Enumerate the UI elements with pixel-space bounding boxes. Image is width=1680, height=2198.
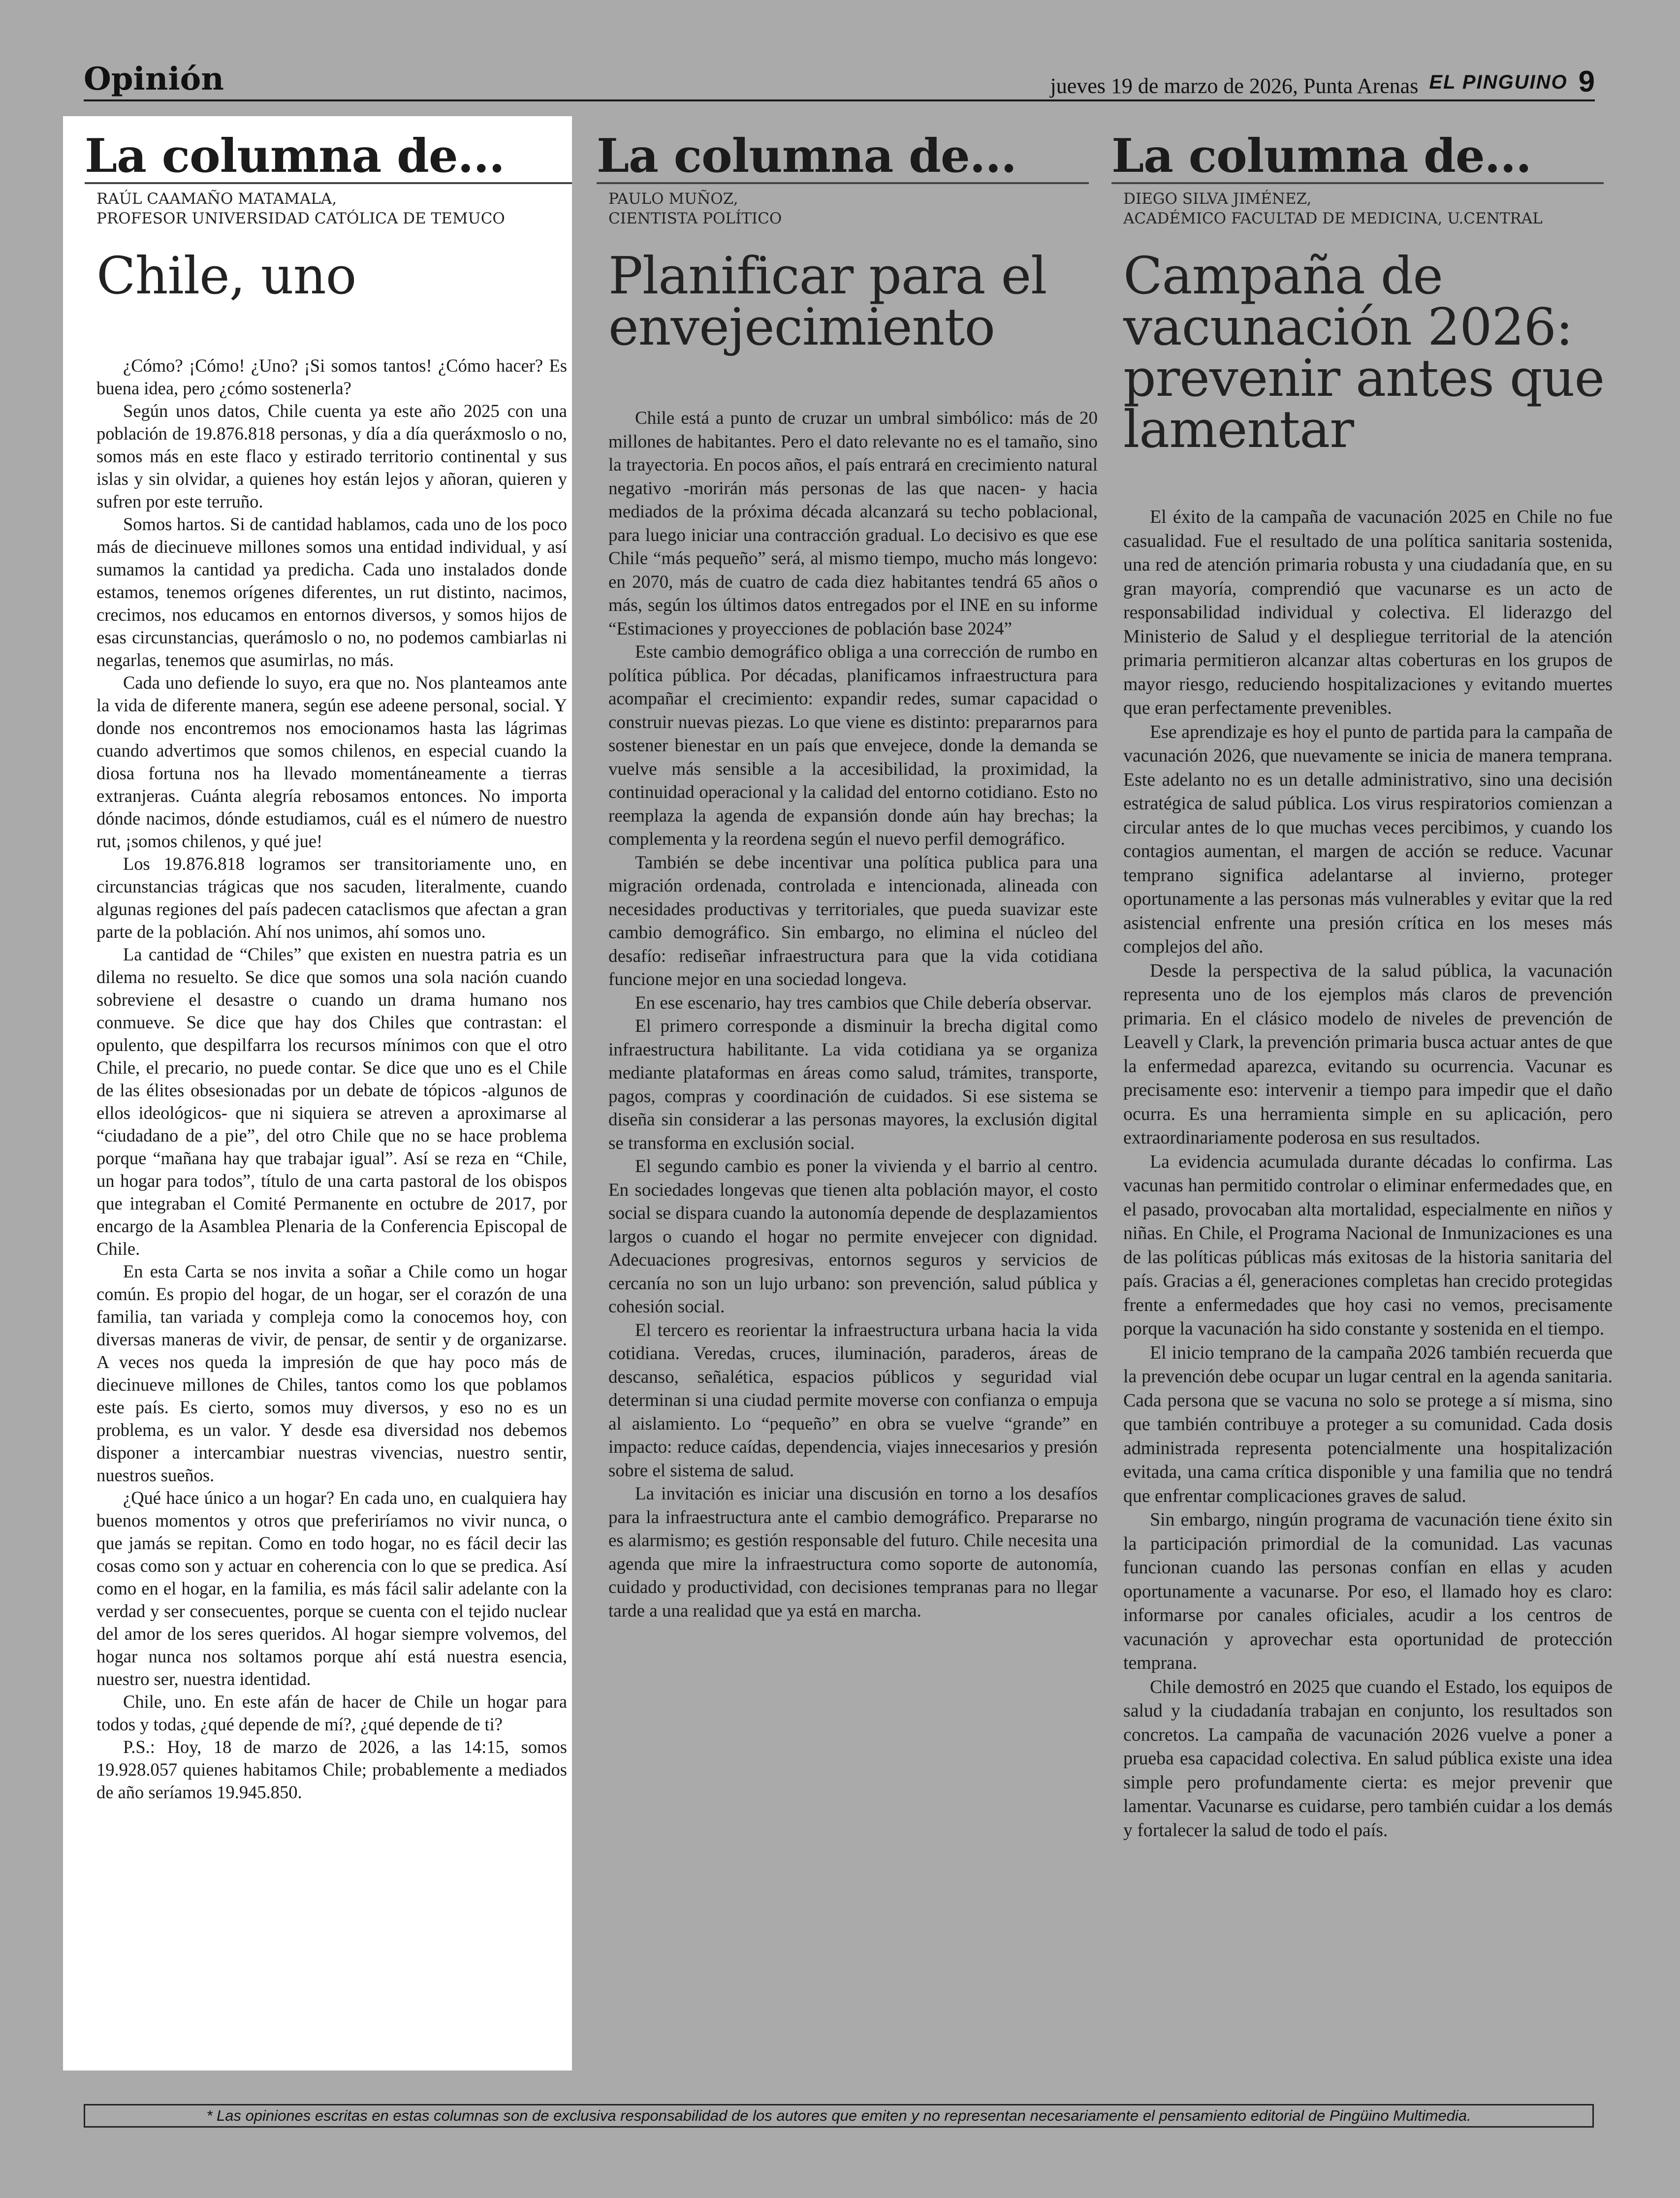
paragraph: El inicio temprano de la campaña 2026 también recuerda que la prevención debe ocupar un lugar central en la agenda sanitaria. Cada persona que se vacuna no solo se protege a sí misma, sino que también contribuye a proteger a su comunidad. Cada dosis administrada representa potencialmente una hospitalización evitada, una cama crítica disponible y una familia que no tendrá que enfrentar complicaciones graves de salud. bbox=[1123, 1342, 1613, 1506]
paragraph: Somos hartos. Si de cantidad hablamos, cada uno de los poco más de diecinueve millones somos una entidad individual, y así sumamos la cantidad ya predicha. Cada uno instalados donde estamos, tenemos orígenes diferentes, un rut distinto, nacimos, crecimos, nos educamos en entornos diversos, y somos hijos de esas circunstancias, querámoslo o no, no podemos cambiarlas ni negarlas, tenemos que asumirlas, no más. bbox=[96, 514, 567, 670]
paragraph: La cantidad de “Chiles” que existen en nuestra patria es un dilema no resuelto. Se dice que somos una sola nación cuando sobreviene el desastre o cuando un drama humano nos conmueve. Se dice que hay dos Chiles que contrastan: el opulento, que despilfarra los recursos mínimos con que el otro Chile, el precario, no puede contar. Se dice que uno es el Chile de las élites obsesionadas por un debate de tópicos -algunos de ellos ideológicos- que ni siquiera se atreven a aproximarse al “ciudadano de a pie”, del otro Chile que no se hace problema porque “mañana hay que trabajar igual”. Así se reza en “Chile, un hogar para todos”, título de una carta pastoral de los obispos que integraban el Comité Permanente en octubre de 2017, por encargo de la Asamblea Plenaria de la Conferencia Episcopal de Chile. bbox=[96, 944, 567, 1259]
author-byline bbox=[1111, 189, 1617, 228]
section-title: Opinión bbox=[84, 61, 224, 97]
paragraph: Según unos datos, Chile cuenta ya este año 2025 con una población de 19.876.818 personas, y día a día queráxmoslo o no, somos más en este flaco y estirado territorio continental y sus islas y sin olvidar, a quienes hoy están lejos y añoran, quieren y sufren por este terruño. bbox=[96, 401, 567, 511]
paragraph: Chile está a punto de cruzar un umbral simbólico: más de 20 millones de habitantes. Pero el dato relevante no es el tamaño, sino la trayectoria. En pocos años, el país entrará en crecimiento natural negativo -morirán más personas de las que nacen- y hacia mediados de la próxima década alcanzará su techo poblacional, para luego iniciar una contracción gradual. Lo decisivo es que ese Chile “más pequeño” será, al mismo tiempo, mucho más longevo: en 2070, más de cuatro de cada diez habitantes tendrá 65 años o más, según los últimos datos entregados por el INE en su informe “Estimaciones y proyecciones de población base 2024” bbox=[608, 408, 1098, 639]
author-role: PROFESOR UNIVERSIDAD CATÓLICA DE TEMUCO bbox=[96, 210, 505, 227]
author-name: RAÚL CAAMAÑO MATAMALA, bbox=[96, 190, 337, 208]
paragraph: La invitación es iniciar una discusión en torno a los desafíos para la infraestructura ante el cambio demográfico. Prepararse no es alarmismo; es gestión responsable del futuro. Chile necesita una agenda que mire la infraestructura como soporte de autonomía, cuidado y productividad, con decisiones tempranas para no llegar tarde a una realidad que ya está en marcha. bbox=[608, 1484, 1098, 1621]
newspaper-logo bbox=[1050, 64, 1595, 98]
author-role: CIENTISTA POLÍTICO bbox=[608, 210, 782, 227]
paragraph: ¿Cómo? ¡Cómo! ¿Uno? ¡Si somos tantos! ¿Cómo hacer? Es buena idea, pero ¿cómo sostenerla? bbox=[96, 355, 567, 398]
author-byline bbox=[597, 189, 1103, 228]
footer-disclaimer: * Las opiniones escritas en estas columnas son de exclusiva responsabilidad de los autores que emiten y no representan necesariamente el pensamiento editorial de Pingüino Multimedia. bbox=[84, 2104, 1594, 2128]
article-title: Chile, uno bbox=[96, 246, 356, 306]
column-kicker: La columna de... bbox=[1111, 116, 1604, 184]
paragraph: Sin embargo, ningún programa de vacunación tiene éxito sin la participación primordial de la comunidad. Las vacunas funcionan cuando las personas confían en ellas y acuden oportunamente a vacunarse. Por eso, el llamado hoy es claro: informarse por canales oficiales, acudir a los centros de vacunación y aprovechar esta oportunidad de protección temprana. bbox=[1123, 1509, 1613, 1673]
paragraph: Chile, uno. En este afán de hacer de Chile un hogar para todos y todas, ¿qué depende de mí?, ¿qué depende de ti? bbox=[96, 1691, 567, 1734]
column-3 bbox=[1111, 116, 1623, 1842]
paragraph: En ese escenario, hay tres cambios que Chile debería observar. bbox=[635, 992, 1092, 1013]
paragraph: Los 19.876.818 logramos ser transitoriamente uno, en circunstancias trágicas que nos sacuden, literalmente, cuando algunas regiones del país padecen cataclismos que afectan a gran parte de la población. Ahí nos unimos, ahí somos uno. bbox=[96, 854, 567, 942]
column-2 bbox=[597, 116, 1109, 1623]
column-1 bbox=[63, 116, 572, 2071]
paragraph: También se debe incentivar una política publica para una migración ordenada, controlada e intencionada, alineada con necesidades productivas y territoriales, que pueda suavizar este cambio demográfico. Sin embargo, no elimina el núcleo del desafío: rediseñar infraestructura para que la vida cotidiana funcione mejor en una sociedad longeva. bbox=[608, 852, 1098, 989]
paragraph: El primero corresponde a disminuir la brecha digital como infraestructura habilitante. La vida cotidiana ya se organiza mediante plataformas en áreas como salud, trámites, transporte, pagos, compras y coordinación de cuidados. Si ese sistema se diseña sin considerar a las personas mayores, la exclusión digital se transforma en exclusión social. bbox=[608, 1016, 1098, 1153]
author-name: DIEGO SILVA JIMÉNEZ, bbox=[1123, 190, 1312, 208]
author-byline bbox=[85, 189, 572, 228]
paragraph: El segundo cambio es poner la vivienda y el barrio al centro. En sociedades longevas que tienen alta población mayor, el costo social se dispara cuando la autonomía depende de desplazamientos largos o cuando el hogar no permite envejecer con dignidad. Adecuaciones progresivas, entornos seguros y servicios de cercanía no son un lujo urbano: son prevención, salud pública y cohesión social. bbox=[608, 1156, 1098, 1317]
article-title: Planificar para el envejecimiento bbox=[608, 246, 1047, 357]
page-header bbox=[84, 58, 1595, 101]
paragraph: ¿Qué hace único a un hogar? En cada uno, en cualquiera hay buenos momentos y otros que preferiríamos no vivir nunca, o que jamás se repitan. Como en todo hogar, no es fácil decir las cosas como son y actuar en coherencia con lo que se predica. Así como en el hogar, en la familia, es más fácil salir adelante con la verdad y ser consecuentes, porque se cuenta con el tejido nuclear del amor de los seres queridos. Al hogar siempre volvemos, del hogar nunca nos soltamos porque ahí está nuestra esencia, nuestro ser, nuestra identidad. bbox=[96, 1488, 567, 1689]
paragraph: El éxito de la campaña de vacunación 2025 en Chile no fue casualidad. Fue el resultado de una política sanitaria sostenida, una red de atención primaria robusta y una ciudadanía que, en su gran mayoría, comprendió que vacunarse es un acto de responsabilidad individual y colectiva. El liderazgo del Ministerio de Salud y el despliegue territorial de la atención primaria permitieron alcanzar altas coberturas en los grupos de mayor riesgo, reduciendo hospitalizaciones y evitando muertes que eran perfectamente prevenibles. bbox=[1123, 507, 1613, 718]
paragraph: Chile demostró en 2025 que cuando el Estado, los equipos de salud y la ciudadanía trabajan en conjunto, los resultados son concretos. La campaña de vacunación 2026 vuelve a poner a prueba esa capacidad colectiva. En salud pública existe una idea simple pero profundamente cierta: es mejor prevenir que lamentar. Vacunarse es cuidarse, pero también cuidar a los demás y fortalecer la salud de todo el país. bbox=[1123, 1676, 1613, 1841]
author-role: ACADÉMICO FACULTAD DE MEDICINA, U.CENTRAL bbox=[1123, 210, 1543, 227]
article-body bbox=[85, 354, 572, 1804]
article-title: Campaña de vacunación 2026: prevenir antes que lamentar bbox=[1123, 246, 1605, 459]
article-body bbox=[597, 407, 1103, 1623]
paragraph: La evidencia acumulada durante décadas lo confirma. Las vacunas han permitido controlar o eliminar enfermedades que, en el pasado, provocaban alta mortalidad, especialmente en niños y niñas. En Chile, el Programa Nacional de Inmunizaciones es una de las políticas públicas más exitosas de la historia sanitaria del país. Gracias a él, generaciones completas han crecido protegidas frente a enfermedades que hoy casi no vemos, precisamente porque la vacunación ha sido constante y sostenida en el tiempo. bbox=[1123, 1151, 1613, 1339]
paragraph: En esta Carta se nos invita a soñar a Chile como un hogar común. Es propio del hogar, de un hogar, ser el corazón de una familia, tan variada y compleja como la conocemos hoy, con diversas maneras de vivir, de pensar, de sentir y de organizarse. A veces nos queda la impresión de que hay poco más de diecinueve millones de Chiles, tantos como los que poblamos este país. Es cierto, somos muy diversos, y eso no es un problema, es un valor. Y desde esa diversidad nos debemos disponer a intercambiar nuestras vivencias, nuestro sentir, nuestros sueños. bbox=[96, 1261, 567, 1485]
paragraph: El tercero es reorientar la infraestructura urbana hacia la vida cotidiana. Veredas, cruces, iluminación, paraderos, áreas de descanso, señalética, espacios públicos y seguridad vial determinan si una ciudad permite moverse con confianza o empuja al aislamiento. Lo “pequeño” en obra se vuelve “grande” en impacto: reduce caídas, dependencia, viajes innecesarios y presión sobre el sistema de salud. bbox=[608, 1320, 1098, 1481]
paragraph: P.S.: Hoy, 18 de marzo de 2026, a las 14:15, somos 19.928.057 quienes habitamos Chile; probablemente a mediados de año seríamos 19.945.850. bbox=[96, 1737, 567, 1802]
paragraph: Este cambio demográfico obliga a una corrección de rumbo en política pública. Por décadas, planificamos infraestructura para acompañar el crecimiento: expandir redes, sumar capacidad o construir nuevas piezas. Lo que viene es distinto: prepararnos para sostener bienestar en un país que envejece, donde la demanda se vuelve más sensible a la accesibilidad, la proximidad, la continuidad operacional y la calidad del entorno cotidiano. Esto no reemplaza la agenda de expansión donde aún hay brechas; la complementa y la reordena según el nuevo perfil demográfico. bbox=[608, 642, 1098, 849]
paragraph: Desde la perspectiva de la salud pública, la vacunación representa uno de los ejemplos más claros de prevención primaria. En el clásico modelo de niveles de prevención de Leavell y Clark, la prevención primaria busca actuar antes de que la enfermedad aparezca, evitando su ocurrencia. Vacunar es precisamente eso: intervenir a tiempo para impedir que el daño ocurra. Es una herramienta simple en su aplicación, pero extraordinariamente poderosa en sus resultados. bbox=[1123, 960, 1613, 1148]
column-kicker: La columna de... bbox=[597, 116, 1089, 184]
author-name: PAULO MUÑOZ, bbox=[608, 190, 738, 208]
paragraph: Cada uno defiende lo suyo, era que no. Nos planteamos ante la vida de diferente manera, según ese adeene personal, social. Y donde nos encontremos nos emocionamos hasta las lágrimas cuando advertimos que somos chilenos, en especial cuando la diosa fortuna nos ha llevado momentáneamente a tierras extranjeras. Cuánta alegría rebosamos entonces. No importa dónde nacimos, dónde estudiamos, cuál es el número de nuestro rut, ¡somos chilenos, y qué jue! bbox=[96, 672, 567, 851]
dateline: jueves 19 de marzo de 2026, Punta Arenas bbox=[1050, 74, 1419, 98]
column-kicker: La columna de... bbox=[85, 116, 572, 184]
paragraph: Ese aprendizaje es hoy el punto de partida para la campaña de vacunación 2026, que nuevamente se inicia de manera temprana. Este adelanto no es un detalle administrativo, sino una decisión estratégica de salud pública. Los virus respiratorios comienzan a circular antes de lo que muchas veces percibimos, y cuando los contagios aumentan, el margen de acción se reduce. Vacunar temprano significa adelantarse al invierno, proteger oportunamente a las personas más vulnerables y evitar que la red asistencial enfrente una presión crítica en los meses más complejos del año. bbox=[1123, 721, 1613, 957]
article-body bbox=[1111, 505, 1617, 1842]
page-number: 9 bbox=[1578, 65, 1595, 98]
newspaper-name: EL PINGUINO bbox=[1429, 71, 1568, 93]
